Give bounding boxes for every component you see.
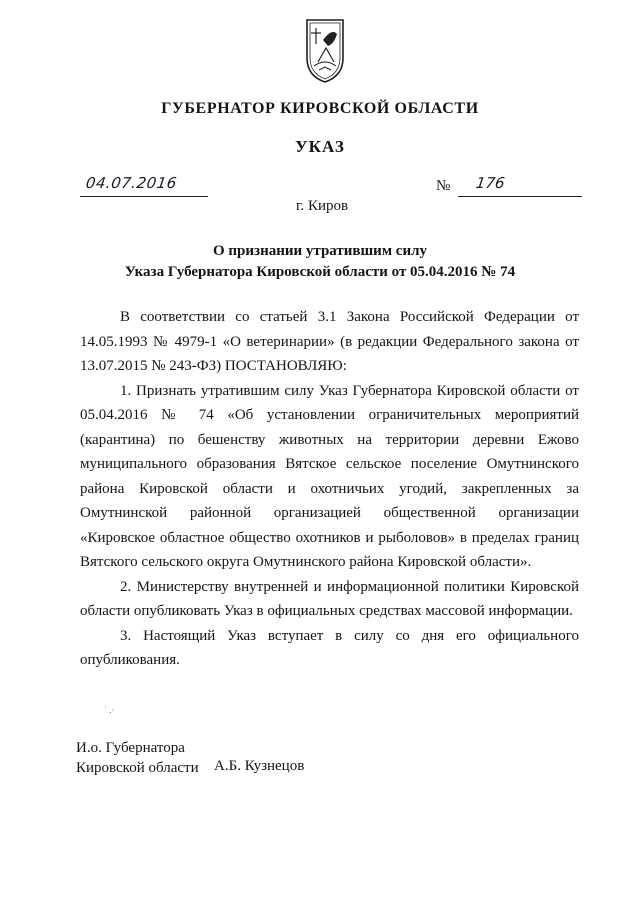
signatory-position xyxy=(76,738,199,778)
position-line-2: Кировской области xyxy=(76,760,199,776)
number-field xyxy=(458,174,582,197)
city-line: г. Киров xyxy=(296,198,349,214)
position-line-1: И.о. Губернатора xyxy=(76,740,185,756)
number-label: № xyxy=(436,178,451,194)
item-3-paragraph: 3. Настоящий Указ вступает в силу со дня его официального опубликования. xyxy=(80,627,579,668)
issuer-heading: ГУБЕРНАТОР КИРОВСКОЙ ОБЛАСТИ xyxy=(161,100,479,117)
handwritten-date: 04.07.2016 xyxy=(84,174,179,192)
coat-of-arms-icon xyxy=(304,18,346,84)
decree-title xyxy=(0,241,640,283)
item-1-paragraph: 1. Признать утратившим силу Указ Губернатора Кировской области от 05.04.2016 № 74 «Об установлении ограничительных мероприятий (карантина) по бешенству животных на территории деревни Ежово муниципального образования Вятское сельское поселение Омутнинского района Кировской области и охотничьих угодий, закрепленных за Омутнинской районной организацией общественной организации «Кировское областное общество охотников и рыболовов» в пределах границ Вятского сельского округа Омутнинского района Кировской области». xyxy=(80,382,579,570)
decree-body xyxy=(80,305,579,673)
document-type: УКАЗ xyxy=(295,137,345,156)
title-line-2: Указа Губернатора Кировской области от 05.04.2016 № 74 xyxy=(124,264,516,280)
item-2-paragraph: 2. Министерству внутренней и информационной политики Кировской области опубликовать Указ в официальных средствах массовой информации. xyxy=(80,578,579,619)
preamble-paragraph: В соответствии со статьей 3.1 Закона Российской Федерации от 14.05.1993 № 4979-1 «О ветеринарии» (в редакции Федерального закона от 13.07.2015 № 243-ФЗ) ПОСТАНОВЛЯЮ: xyxy=(80,309,579,374)
title-line-1: О признании утратившим силу xyxy=(213,243,427,259)
date-field xyxy=(80,174,208,197)
handwritten-number: 176 xyxy=(474,174,506,192)
signatory-name: А.Б. Кузнецов xyxy=(214,758,305,774)
scan-specks: ˙ .· xyxy=(104,705,115,715)
